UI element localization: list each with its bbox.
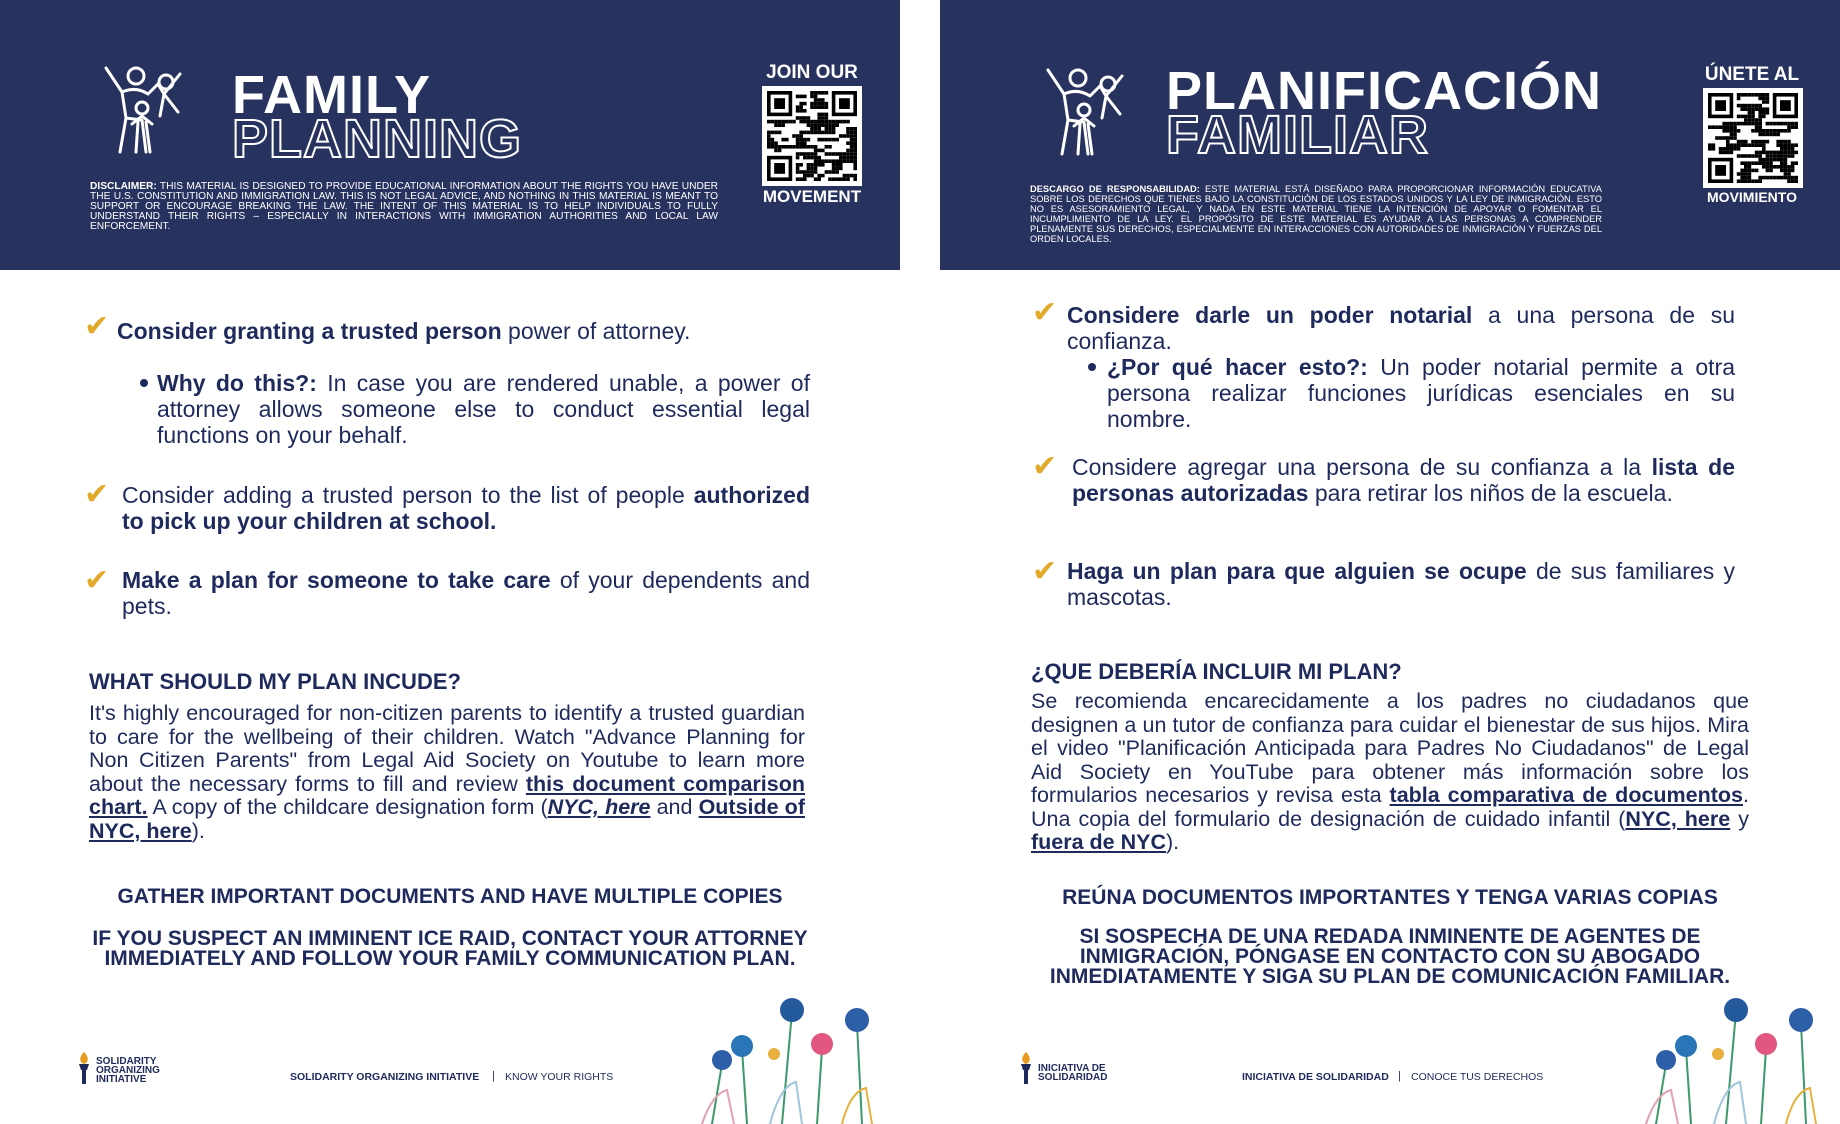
checklist-item-pickup: [122, 482, 810, 534]
ice-raid-callout: IF YOU SUSPECT AN IMMINENT ICE RAID, CONTACT YOUR ATTORNEY IMMEDIATELY AND FOLLOW YOUR FAMILY COMMUNICATION PLAN.: [92, 927, 808, 970]
check-icon: ✔: [84, 310, 110, 343]
plan-text: Se recomienda encarecidamente a los padres no ciudadanos que designen a un tutor de confianza para cuidar el bienestar de sus hijos. Mira el video "Planificación Anticipada para Padres No Ciudadanos" de Legal Aid Society en YouTube para obtener más información sobre los formularios necesarios y revisa esta: [1031, 689, 1749, 807]
plan-text: . Una copia del formulario de designación de cuidado infantil (: [1031, 783, 1749, 831]
logo-line: INITIATIVE: [96, 1074, 147, 1085]
nyc-form-link[interactable]: NYC, here: [1625, 806, 1731, 831]
footer-tagline: KNOW YOUR RIGHTS: [505, 1071, 614, 1083]
footer-tagline: CONOCE TUS DERECHOS: [1411, 1071, 1544, 1083]
footer-logo-text: [96, 1057, 160, 1084]
sub-bold: Why do this?:: [157, 370, 317, 396]
logo-line: ORGANIZING: [96, 1065, 160, 1076]
plan-text: ).: [191, 818, 205, 843]
plan-heading: WHAT SHOULD MY PLAN INCUDE?: [89, 669, 461, 694]
checklist-item-plan-cuidado: [1067, 558, 1735, 610]
torch-icon: [74, 1050, 94, 1086]
check-icon: ✔: [84, 478, 110, 511]
checklist-item-power-of-attorney: [117, 318, 817, 344]
item-bold: Considere darle un poder notarial: [1067, 302, 1473, 328]
comparison-chart-link[interactable]: this document comparison chart.: [89, 771, 805, 819]
sub-text: Un poder notarial permite a otra persona realizar funciones jurídicas esenciales en su nombre.: [1107, 354, 1735, 432]
item-bold: Haga un plan para que alguien se ocupe: [1067, 558, 1527, 584]
torch-icon: [1016, 1050, 1036, 1086]
qr-caption-bottom: MOVEMENT: [762, 187, 862, 206]
item-text: Consider adding a trusted person to the list of people: [122, 482, 694, 508]
check-icon: ✔: [1032, 555, 1058, 588]
footer-separator: |: [492, 1070, 495, 1082]
gather-documents-callout: REÚNA DOCUMENTOS IMPORTANTES Y TENGA VARIAS COPIAS: [1062, 886, 1718, 909]
item-text: power of attorney.: [501, 318, 691, 344]
disclaimer-text: THIS MATERIAL IS DESIGNED TO PROVIDE EDUCATIONAL INFORMATION ABOUT THE RIGHTS YOU HAVE UNDER THE U.S. CONSTITUTION AND IMMIGRATION LAW. THIS IS NOT LEGAL ADVICE, AND NOTHING IN THIS MATERIAL IS MEANT TO SUPPORT OR ENCOURAGE BREAKING THE LAW. THE INTENT OF THIS MATERIAL IS TO HELP INDIVIDUALS TO FULLY UNDERSTAND THEIR RIGHTS – ESPECIALLY IN INTERACTIONS WITH IMMIGRATION AUTHORITIES AND LOCAL LAW ENFORCEMENT.: [90, 181, 718, 232]
comparison-chart-link[interactable]: tabla comparativa de documentos: [1389, 783, 1743, 807]
qr-caption-bottom: MOVIMIENTO: [1707, 189, 1797, 205]
check-icon: ✔: [1032, 450, 1058, 483]
item-text: a una persona de su confianza.: [1067, 302, 1735, 354]
disclaimer: [1030, 184, 1602, 244]
footer-separator: |: [1398, 1070, 1401, 1082]
footer-org-name: SOLIDARITY ORGANIZING INITIATIVE: [290, 1071, 480, 1083]
header-banner: [940, 0, 1840, 270]
title-line-1: FAMILY: [232, 65, 432, 125]
logo-line: SOLIDARITY: [96, 1056, 157, 1067]
item-bold: authorized to pick up your children at school.: [122, 482, 810, 534]
qr-code-icon[interactable]: [1703, 88, 1803, 188]
qr-caption-top: ÚNETE AL: [1704, 64, 1800, 85]
title-line-2: PLANNING: [232, 109, 522, 169]
item-text: of your dependents and pets.: [122, 567, 810, 619]
item-text: para retirar los niños de la escuela.: [1308, 480, 1673, 506]
disclaimer-label: DISCLAIMER:: [90, 181, 157, 192]
checklist-item-lista-autorizadas: [1072, 454, 1735, 506]
flowers-illustration: [692, 994, 892, 1124]
plan-text: y: [1730, 806, 1749, 831]
header-banner: [0, 0, 900, 270]
nyc-form-link[interactable]: NYC, here: [547, 795, 651, 819]
item-bold: lista de personas autorizadas: [1072, 454, 1735, 506]
plan-paragraph: [89, 702, 805, 843]
plan-paragraph: [1031, 690, 1749, 855]
plan-heading: ¿QUE DEBERÍA INCLUIR MI PLAN?: [1031, 659, 1402, 684]
disclaimer: [90, 182, 718, 232]
disclaimer-text: ESTE MATERIAL ESTÁ DISEÑADO PARA PROPORCIONAR INFORMACIÓN EDUCATIVA SOBRE LOS DERECHOS QUE TIENES BAJO LA CONSTITUCIÓN DE LOS ESTADOS UNIDOS Y LA LEY DE INMIGRACIÓN. ESTO NO ES ASESORAMIENTO LEGAL, Y NADA EN ESTE MATERIAL TIENE LA INTENCIÓN DE APOYAR O FOMENTAR EL INCUMPLIMIENTO DE LA LEY. EL PROPÓSITO DE ESTE MATERIAL ES AYUDAR A LAS PERSONAS A COMPRENDER PLENAMENTE SUS DERECHOS, ESPECIALMENTE EN INTERACCIONES CON AUTORIDADES DE INMIGRACIÓN Y FUERZAS DEL ORDEN LOCALES.: [1030, 184, 1602, 244]
sub-bold: ¿Por qué hacer esto?:: [1107, 354, 1368, 380]
footer-logo-text: [1038, 1064, 1107, 1082]
item-text: de sus familiares y mascotas.: [1067, 558, 1735, 610]
family-icon: [98, 60, 198, 160]
plan-text: ).: [1166, 830, 1180, 854]
bullet-dot: [140, 379, 148, 387]
disclaimer-label: DESCARGO DE RESPONSABILIDAD:: [1030, 184, 1200, 194]
logo-line: SOLIDARIDAD: [1038, 1072, 1108, 1083]
title-line-1: PLANIFICACIÓN: [1166, 61, 1602, 121]
ice-raid-callout: SI SOSPECHA DE UNA REDADA INMINENTE DE AGENTES DE INMIGRACIÓN, PÓNGASE EN CONTACTO CON SU ABOGADO INMEDIATAMENTE Y SIGA SU PLAN DE COMUNICACIÓN FAMILIAR.: [1049, 925, 1731, 988]
family-icon: [1040, 62, 1140, 162]
plan-text: and: [650, 795, 699, 819]
sub-bullet-why: [157, 370, 810, 448]
logo-line: INICIATIVA DE: [1038, 1063, 1106, 1074]
gather-documents-callout: GATHER IMPORTANT DOCUMENTS AND HAVE MULTIPLE COPIES: [117, 885, 783, 908]
sub-bullet-why: [1107, 354, 1735, 432]
plan-text: A copy of the childcare designation form (: [147, 795, 548, 819]
outside-nyc-form-link[interactable]: Outside of NYC, here: [89, 795, 805, 843]
flowers-illustration: [1636, 994, 1836, 1124]
spanish-flyer: [940, 0, 1840, 1124]
footer-org-name: INICIATIVA DE SOLIDARIDAD: [1242, 1071, 1389, 1083]
qr-caption-top: JOIN OUR: [766, 62, 858, 83]
plan-text: It's highly encouraged for non-citizen parents to identify a trusted guardian to care for the wellbeing of their children. Watch "Advance Planning for Non Citizen Parents" from Legal Aid Society on Youtube to learn more about the necessary forms to fill and review: [89, 701, 805, 796]
check-icon: ✔: [84, 564, 110, 597]
qr-code-icon[interactable]: [762, 86, 862, 186]
sub-text: In case you are rendered unable, a power of attorney allows someone else to conduct essential legal functions on your behalf.: [157, 370, 810, 448]
checklist-item-care-plan: [122, 567, 810, 619]
bullet-dot: [1088, 363, 1096, 371]
checklist-item-poder-notarial: [1067, 302, 1735, 354]
english-flyer: [0, 0, 900, 1124]
item-bold: Make a plan for someone to take care: [122, 567, 551, 593]
item-bold: Consider granting a trusted person: [117, 318, 502, 344]
title-line-2: FAMILIAR: [1166, 105, 1429, 165]
check-icon: ✔: [1032, 296, 1058, 329]
outside-nyc-form-link[interactable]: fuera de NYC: [1031, 830, 1167, 854]
item-text: Considere agregar una persona de su confianza a la: [1072, 454, 1652, 480]
